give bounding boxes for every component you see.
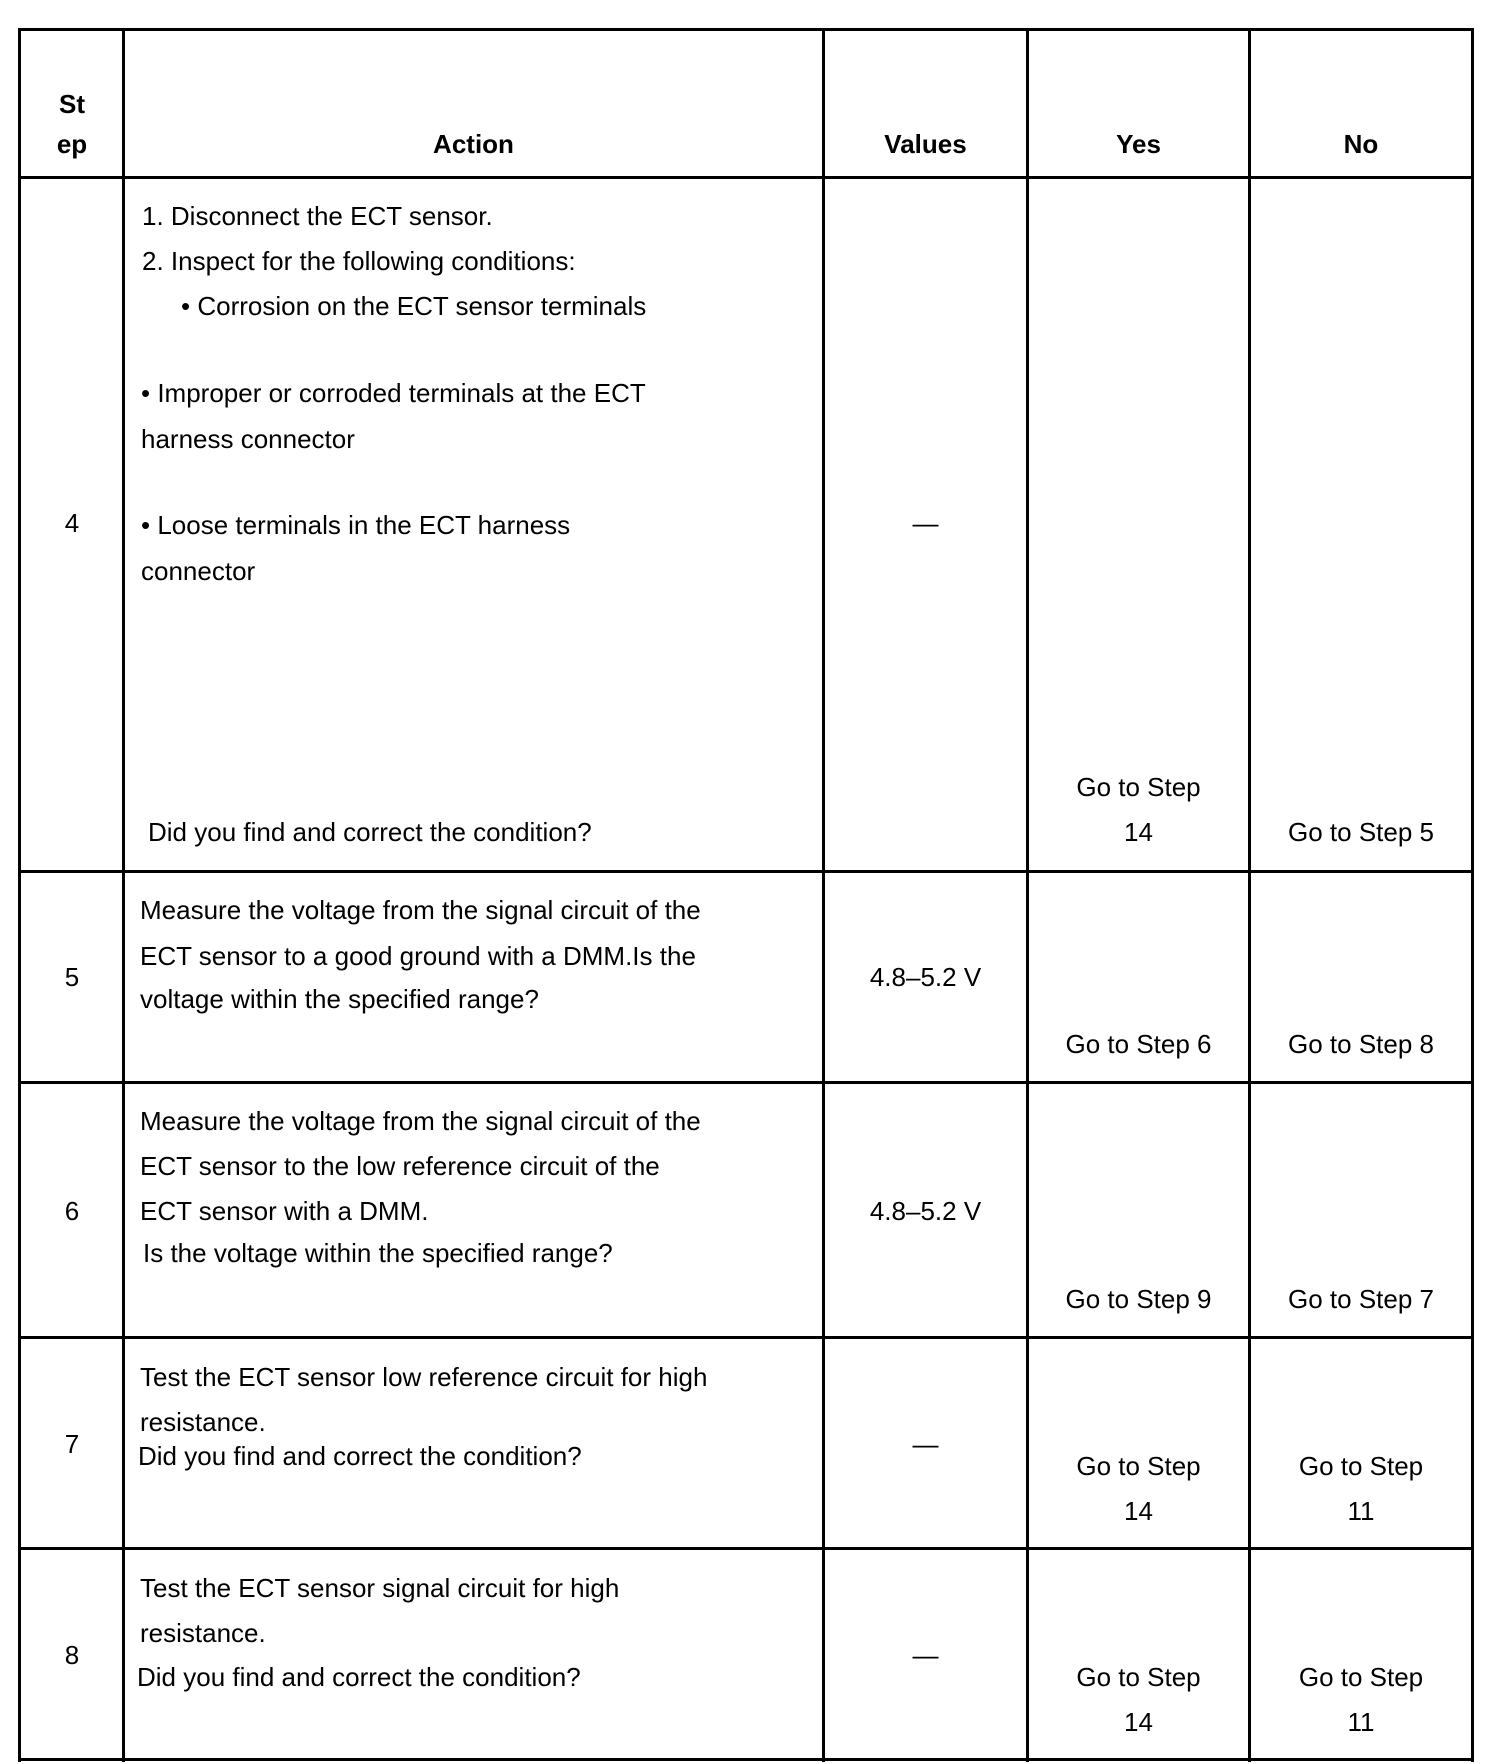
- row-6-step: 6: [64, 1196, 80, 1226]
- row-6-action-line: Measure the voltage from the signal circuit of the: [140, 1106, 701, 1136]
- row-8-action-line: resistance.: [140, 1618, 266, 1648]
- row-5-action-line: voltage within the specified range?: [140, 984, 539, 1014]
- row-6-no: Go to Step 7: [1288, 1284, 1434, 1314]
- rule: [18, 870, 1474, 873]
- row-8-yes: Go to Step: [1076, 1662, 1201, 1692]
- header-yes: Yes: [1116, 129, 1161, 159]
- row-4-action-line: connector: [141, 556, 256, 586]
- row-7-no: 11: [1347, 1496, 1375, 1526]
- row-8-value: —: [912, 1640, 939, 1670]
- rule: [18, 1547, 1474, 1550]
- row-4-value: —: [912, 508, 939, 538]
- row-8-no: 11: [1347, 1707, 1375, 1737]
- row-5-action-line: ECT sensor to a good ground with a DMM.Is the: [140, 941, 696, 971]
- rule: [18, 28, 1474, 31]
- row-4-action-line: harness connector: [141, 424, 355, 454]
- row-7-action-line: resistance.: [140, 1407, 266, 1437]
- row-4-action-line: • Loose terminals in the ECT harness: [141, 510, 571, 540]
- row-8-action-line: Test the ECT sensor signal circuit for high: [140, 1573, 620, 1603]
- rule: [18, 28, 21, 1762]
- row-5-no: Go to Step 8: [1288, 1029, 1434, 1059]
- header-action: Action: [433, 129, 514, 159]
- row-4-action-line: 2. Inspect for the following conditions:: [142, 246, 576, 276]
- row-4-action-line: 1. Disconnect the ECT sensor.: [142, 201, 493, 231]
- row-4-no: Go to Step 5: [1288, 817, 1434, 847]
- row-5-value: 4.8–5.2 V: [869, 962, 982, 992]
- row-6-action-line: ECT sensor with a DMM.: [140, 1196, 429, 1226]
- rule: [122, 28, 125, 1762]
- row-4-action-line: Did you find and correct the condition?: [148, 817, 592, 847]
- row-4-action-line: • Improper or corroded terminals at the ECT: [141, 378, 646, 408]
- row-6-action-line: ECT sensor to the low reference circuit of the: [140, 1151, 660, 1181]
- rule: [18, 176, 1474, 179]
- row-7-no: Go to Step: [1298, 1451, 1424, 1481]
- rule: [18, 1081, 1474, 1084]
- row-6-yes: Go to Step 9: [1065, 1284, 1212, 1314]
- row-8-yes: 14: [1124, 1707, 1153, 1737]
- header-values: Values: [884, 129, 967, 159]
- rule: [18, 1758, 1474, 1761]
- row-4-step: 4: [64, 508, 80, 538]
- row-8-step: 8: [64, 1640, 80, 1670]
- header-no: No: [1343, 129, 1379, 159]
- row-7-value: —: [912, 1429, 939, 1459]
- rule: [822, 28, 825, 1762]
- row-7-yes: Go to Step: [1076, 1451, 1201, 1481]
- row-7-yes: 14: [1124, 1496, 1153, 1526]
- row-7-step: 7: [64, 1429, 80, 1459]
- row-6-value: 4.8–5.2 V: [869, 1196, 982, 1226]
- header-step-line2: ep: [56, 129, 88, 159]
- row-5-yes: Go to Step 6: [1065, 1029, 1212, 1059]
- row-8-action-line: Did you find and correct the condition?: [137, 1662, 581, 1692]
- rule: [18, 1336, 1474, 1339]
- rule: [1471, 28, 1474, 1762]
- header-step-line1: St: [59, 89, 85, 119]
- row-8-no: Go to Step: [1298, 1662, 1424, 1692]
- row-5-step: 5: [64, 962, 80, 992]
- row-6-action-line: Is the voltage within the specified range?: [143, 1238, 613, 1268]
- row-7-action-line: Did you find and correct the condition?: [138, 1441, 582, 1471]
- row-4-action-line: • Corrosion on the ECT sensor terminals: [181, 291, 647, 321]
- row-5-action-line: Measure the voltage from the signal circuit of the: [140, 895, 701, 925]
- row-4-yes: 14: [1124, 817, 1153, 847]
- row-7-action-line: Test the ECT sensor low reference circuit for high: [140, 1362, 708, 1392]
- row-4-yes: Go to Step: [1076, 772, 1201, 802]
